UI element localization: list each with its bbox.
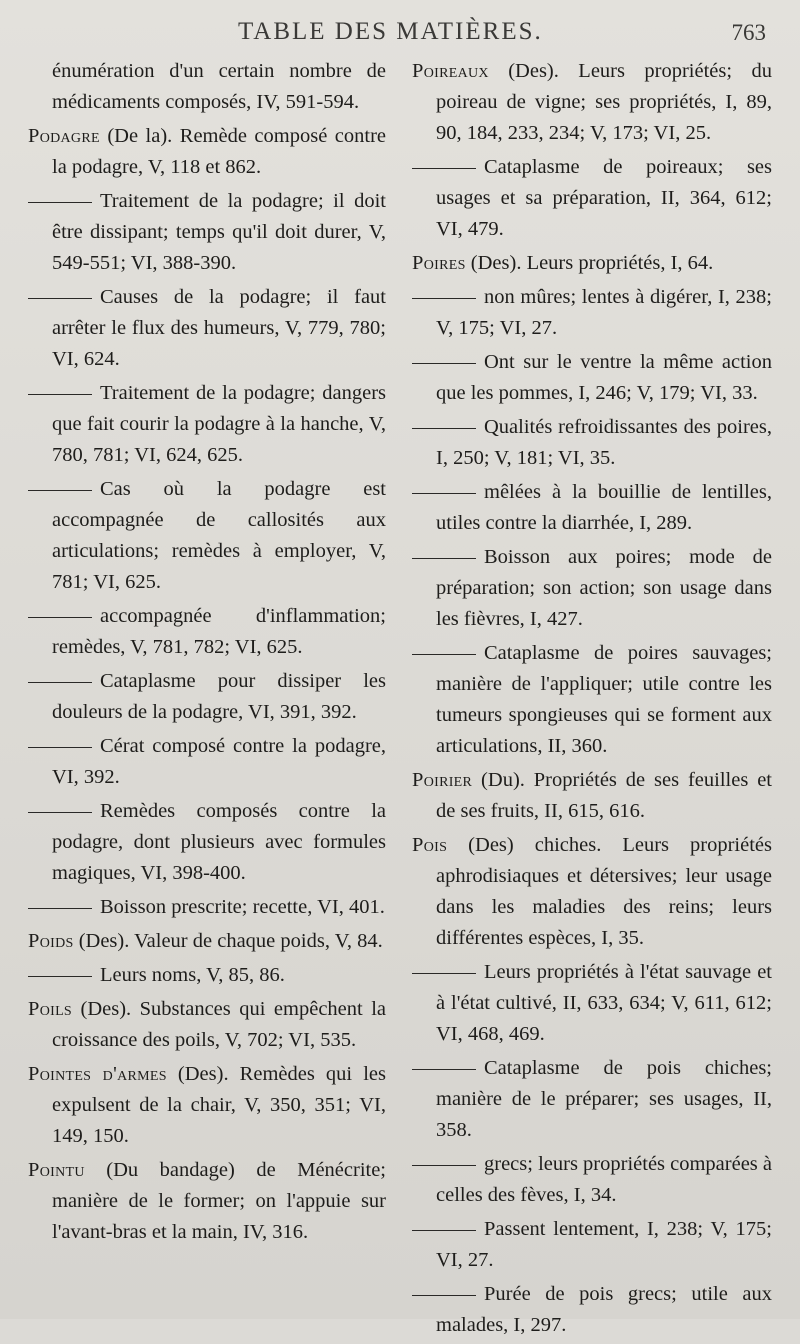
entry-text: Leurs noms, V, 85, 86. xyxy=(100,964,285,986)
entry-text: Cataplasme de poires sauvages; manière de l'appliquer; utile contre les tumeurs spongieuses qui se forment aux articulations, II, 360. xyxy=(436,642,772,757)
entry-dash xyxy=(412,428,476,429)
entry-text: Cataplasme pour dissiper les douleurs de la podagre, VI, 391, 392. xyxy=(52,670,386,723)
entry-text: (Des). Remèdes qui les expulsent de la chair, V, 350, 351; VI, 149, 150. xyxy=(52,1063,386,1147)
entry-dash xyxy=(28,490,92,491)
entry-dash xyxy=(412,168,476,169)
entry-dash xyxy=(412,363,476,364)
index-entry xyxy=(28,186,386,279)
index-entry xyxy=(412,1149,772,1211)
entry-text: Qualités refroidissantes des poires, I, 250; V, 181; VI, 35. xyxy=(436,416,772,469)
index-entry xyxy=(28,731,386,793)
right-column xyxy=(412,56,772,1344)
entry-text: Boisson aux poires; mode de préparation; son action; son usage dans les fièvres, I, 427. xyxy=(436,546,772,630)
entry-headword: Pointu xyxy=(28,1159,85,1181)
index-entry xyxy=(412,477,772,539)
index-entry xyxy=(28,1155,386,1248)
entry-dash xyxy=(28,298,92,299)
entry-text: Leurs propriétés à l'état sauvage et à l'état cultivé, II, 633, 634; V, 611, 612; VI, 468, 469. xyxy=(436,961,772,1045)
index-entry xyxy=(412,765,772,827)
entry-dash xyxy=(412,1230,476,1231)
entry-headword: Pointes d'armes xyxy=(28,1063,167,1085)
entry-headword: Poids xyxy=(28,930,74,952)
entry-text: accompagnée d'inflammation; remèdes, V, 781, 782; VI, 625. xyxy=(52,605,386,658)
index-entry xyxy=(28,892,386,923)
index-entry xyxy=(412,282,772,344)
entry-text: Traitement de la podagre; dangers que fait courir la podagre à la hanche, V, 780, 781; VI, 624, 625. xyxy=(52,382,386,466)
entry-text: (Des). Valeur de chaque poids, V, 84. xyxy=(73,930,383,952)
entry-text: Cérat composé contre la podagre, VI, 392. xyxy=(52,735,386,788)
running-title: TABLE DES MATIÈRES. xyxy=(238,18,543,45)
index-entry xyxy=(28,121,386,183)
entry-text: Boisson prescrite; recette, VI, 401. xyxy=(100,896,385,918)
entry-text: énumération d'un certain nombre de médicaments composés, IV, 591-594. xyxy=(52,60,386,113)
index-entry xyxy=(28,796,386,889)
entry-headword: Poirier xyxy=(412,769,473,791)
entry-dash xyxy=(28,394,92,395)
index-entry xyxy=(412,56,772,149)
entry-dash xyxy=(412,654,476,655)
index-entry xyxy=(28,474,386,598)
entry-dash xyxy=(28,617,92,618)
entry-text: Remèdes composés contre la podagre, dont plusieurs avec formules magiques, VI, 398-400. xyxy=(52,800,386,884)
index-entry xyxy=(28,1059,386,1152)
entry-headword: Pois xyxy=(412,834,448,856)
running-head xyxy=(0,18,800,54)
entry-text: Ont sur le ventre la même action que les pommes, I, 246; V, 179; VI, 33. xyxy=(436,351,772,404)
entry-text: Cataplasme de poireaux; ses usages et sa préparation, II, 364, 612; VI, 479. xyxy=(436,156,772,240)
entry-headword: Poils xyxy=(28,998,73,1020)
index-entry xyxy=(412,347,772,409)
index-entry xyxy=(412,542,772,635)
entry-dash xyxy=(28,202,92,203)
index-entry xyxy=(28,666,386,728)
entry-headword: Poireaux xyxy=(412,60,489,82)
index-entry xyxy=(28,994,386,1056)
entry-text: (Des). Substances qui empêchent la croissance des poils, V, 702; VI, 535. xyxy=(52,998,386,1051)
entry-text: grecs; leurs propriétés comparées à celles des fèves, I, 34. xyxy=(436,1153,773,1206)
entry-text: (Du). Propriétés de ses feuilles et de ses fruits, II, 615, 616. xyxy=(436,769,772,822)
entry-dash xyxy=(28,908,92,909)
index-entry xyxy=(28,282,386,375)
entry-dash xyxy=(412,493,476,494)
index-entry xyxy=(28,601,386,663)
entry-dash xyxy=(412,1165,476,1166)
entry-text: Traitement de la podagre; il doit être dissipant; temps qu'il doit durer, V, 549-551; VI, 388-390. xyxy=(52,190,386,274)
index-entry xyxy=(412,638,772,762)
index-entry xyxy=(412,1214,772,1276)
index-entry xyxy=(412,248,772,279)
left-column xyxy=(28,56,386,1251)
entry-text: (Des). Leurs propriétés; du poireau de vigne; ses propriétés, I, 89, 90, 184, 233, 234; V, 173; VI, 25. xyxy=(436,60,772,144)
index-entry xyxy=(412,830,772,954)
entry-text: Purée de pois grecs; utile aux malades, I, 297. xyxy=(436,1283,772,1336)
index-entry xyxy=(412,957,772,1050)
index-entry xyxy=(412,1279,772,1341)
index-entry xyxy=(412,412,772,474)
entry-dash xyxy=(412,1069,476,1070)
entry-text: (Du bandage) de Ménécrite; manière de le former; on l'appuie sur l'avant-bras et la main, IV, 316. xyxy=(52,1159,386,1243)
entry-text: Passent lentement, I, 238; V, 175; VI, 27. xyxy=(436,1218,772,1271)
page-number: 763 xyxy=(731,20,766,45)
entry-headword: Poires xyxy=(412,252,466,274)
entry-text: non mûres; lentes à digérer, I, 238; V, 175; VI, 27. xyxy=(436,286,772,339)
entry-dash xyxy=(28,976,92,977)
entry-headword: Podagre xyxy=(28,125,100,147)
entry-text: mêlées à la bouillie de lentilles, utiles contre la diarrhée, I, 289. xyxy=(436,481,772,534)
entry-text: (Des) chiches. Leurs propriétés aphrodisiaques et détersives; leur usage dans les maladies des reins; leurs différentes espèces, I, 35. xyxy=(436,834,772,949)
entry-text: Causes de la podagre; il faut arrêter le flux des humeurs, V, 779, 780; VI, 624. xyxy=(52,286,386,370)
entry-dash xyxy=(28,747,92,748)
entry-dash xyxy=(412,558,476,559)
index-entry xyxy=(28,960,386,991)
index-entry xyxy=(412,1053,772,1146)
entry-dash xyxy=(28,682,92,683)
entry-text: Cataplasme de pois chiches; manière de le préparer; ses usages, II, 358. xyxy=(436,1057,772,1141)
entry-text: (De la). Remède composé contre la podagre, V, 118 et 862. xyxy=(52,125,386,178)
entry-dash xyxy=(28,812,92,813)
index-entry xyxy=(28,926,386,957)
index-entry xyxy=(412,152,772,245)
entry-text: Cas où la podagre est accompagnée de callosités aux articulations; remèdes à employer, V, 781; VI, 625. xyxy=(52,478,386,593)
entry-dash xyxy=(412,973,476,974)
index-entry xyxy=(28,56,386,118)
entry-dash xyxy=(412,1295,476,1296)
entry-text: (Des). Leurs propriétés, I, 64. xyxy=(465,252,714,274)
entry-dash xyxy=(412,298,476,299)
index-entry xyxy=(28,378,386,471)
